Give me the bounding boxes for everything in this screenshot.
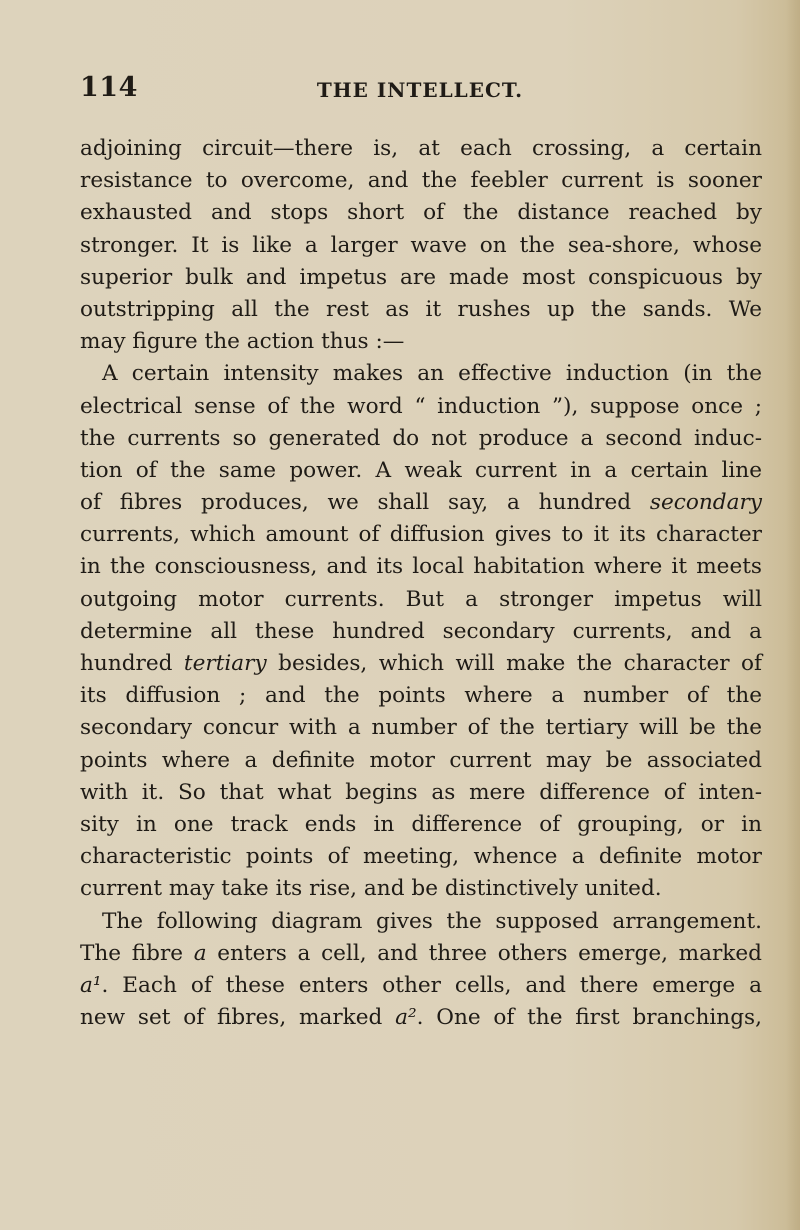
text-line: outgoing motor currents. But a stronger impetus will [80, 586, 762, 612]
text-line: stronger. It is like a larger wave on the sea-shore, whose [80, 232, 762, 258]
text-line [80, 487, 762, 519]
text-line: resistance to overcome, and the feebler current is sooner [80, 168, 762, 194]
text-segment: hundred [80, 651, 184, 676]
text-line: secondary concur with a number of the tertiary will be the [80, 715, 762, 741]
text-segment: enters a cell, and three others emerge, marked [206, 940, 762, 966]
text-segment: besides, which will make the character of [266, 651, 762, 676]
text-line: adjoining circuit—there is, at each crossing, a certain [80, 136, 762, 161]
italic-term: tertiary [183, 651, 267, 676]
text-segment: new set of fibres, marked [80, 1005, 396, 1031]
text-line: with it. So that what begins as mere difference of inten- [80, 779, 762, 805]
text-segment: . One of the first branchings, [416, 1005, 762, 1031]
text-line: superior bulk and impetus are made most conspicuous by [80, 264, 762, 290]
text-segment: . Each of these enters other cells, and there emerge a [101, 972, 762, 998]
text-line [80, 938, 762, 970]
page-edge-shadow [786, 0, 800, 1230]
text-line: in the consciousness, and its local habitation where it meets [80, 554, 762, 580]
text-line: outstripping all the rest as it rushes up the sands. We [80, 296, 762, 322]
running-head: THE INTELLECT. [316, 78, 524, 102]
text-line: A certain intensity makes an effective induction (in the [102, 361, 762, 387]
text-segment: of fibres produces, we shall say, a hundred [80, 490, 650, 516]
text-line: characteristic points of meeting, whence a definite motor [80, 844, 762, 870]
text-line: may figure the action thus :— [80, 329, 405, 355]
italic-term: a¹ [80, 972, 102, 998]
text-line: tion of the same power. A weak current in a certain line [80, 457, 762, 483]
text-line: determine all these hundred secondary currents, and a [80, 618, 762, 644]
page-number: 114 [80, 72, 138, 103]
page-header [80, 72, 760, 108]
text-segment: The fibre [80, 940, 194, 966]
italic-term: a [193, 940, 207, 966]
text-line: currents, which amount of diffusion gives to it its character [80, 522, 762, 548]
text-line: exhausted and stops short of the distance reached by [80, 200, 762, 226]
body-text [80, 133, 762, 1034]
text-line: points where a definite motor current may be associated [80, 747, 762, 773]
italic-term: secondary [649, 490, 762, 516]
text-line [80, 970, 762, 1002]
text-line: sity in one track ends in difference of grouping, or in [80, 811, 762, 837]
text-line: The following diagram gives the supposed arrangement. [102, 908, 762, 934]
text-line: current may take its rise, and be distinctively united. [80, 876, 662, 902]
text-line: electrical sense of the word “ induction ”), suppose once ; [80, 393, 762, 419]
text-line [80, 648, 762, 680]
italic-term: a² [395, 1005, 417, 1031]
text-line: its diffusion ; and the points where a number of the [80, 683, 762, 709]
text-line: the currents so generated do not produce a second induc- [80, 425, 762, 451]
text-line [80, 1002, 762, 1034]
